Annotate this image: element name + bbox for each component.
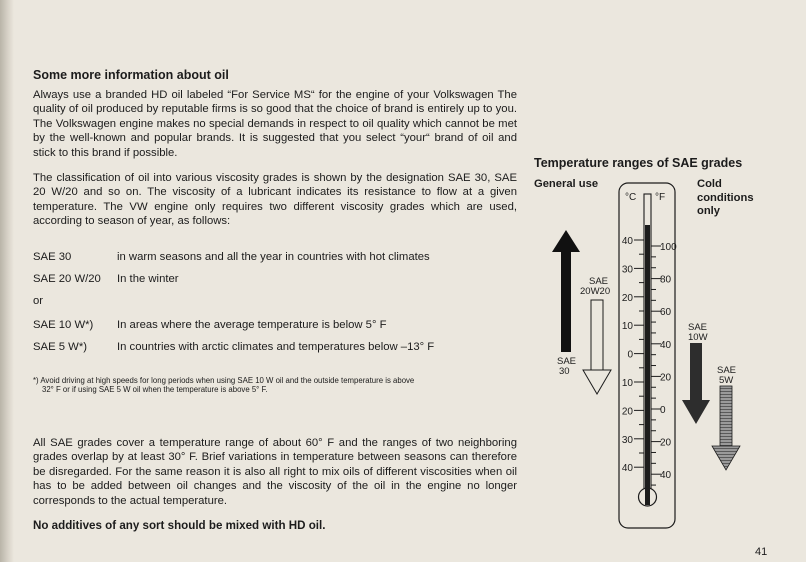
fahrenheit-tick-label: 0 [660, 405, 666, 416]
celsius-tick-label: 40 [621, 236, 633, 247]
paragraph-viscosity-grades: The classification of oil into various viscosity grades is shown by the designation SAE 30, SAE 20 W/20 and so on. The viscosity of a lubricant indicates its resistance to flow at a given temperature. The VW engine only requires two different viscosity grades which are used, according to season of year, as follows: [33, 172, 517, 228]
sae20w20-label: 20W20 [580, 286, 611, 297]
sae5w-label: 5W [719, 375, 734, 386]
paragraph-grade-ranges: All SAE grades cover a temperature range of about 60° F and the ranges of two neighboring grades overlap by at least 30° F. Brief variations in temperature between seasons can therefore be disregarded. For the same reason it is also all right to mix oils of different viscosities when oil has to be added between oil changes and the viscosity of the oil in the engine no longer corresponds to the actual temperature. [33, 437, 517, 507]
celsius-tick-label: 0 [627, 349, 633, 361]
celsius-tick-label: 20 [621, 406, 633, 418]
celsius-tick-label: 10 [621, 378, 633, 389]
grade-description: in warm seasons and all the year in countries with hot climates [117, 251, 430, 263]
fahrenheit-scale [651, 242, 677, 485]
cold-conditions-label: Cold conditions only [697, 178, 754, 217]
grade-name: SAE 10 W*) [33, 319, 94, 331]
sae30-arrow-head [552, 230, 580, 252]
fahrenheit-tick-label: 40 [660, 339, 672, 351]
fahrenheit-tick-label: 60 [660, 307, 672, 319]
sae20w20-arrow-head [583, 370, 611, 394]
paragraph-branded-oil: Always use a branded HD oil labeled “For Service MS“ for the engine of your Volkswagen The quality of oil produced by reputable firms is so good that the choice of brand is entirely up to you. The Volkswagen engine makes no special demands in respect to oil quality which cannot be met by the well-known and popular brands. It is suggested that you select “your“ brand of oil and stick to this brand if possible. [33, 89, 517, 159]
general-use-label: General use [534, 178, 599, 190]
celsius-tick-label: 10 [621, 321, 633, 333]
sae30-arrow-shaft [561, 250, 571, 352]
sae5w-arrow-head [712, 446, 740, 470]
celsius-unit: °C [625, 192, 637, 203]
figure-title: Temperature ranges of SAE grades [534, 156, 743, 170]
sae30-label: 30 [559, 366, 570, 377]
page-number: 41 [755, 546, 768, 558]
grade-description: In countries with arctic climates and temperatures below –13° F [117, 341, 435, 353]
fahrenheit-tick-label: 100 [660, 242, 677, 253]
or-separator: or [33, 295, 44, 307]
sae10w-arrow-shaft [690, 343, 702, 401]
fahrenheit-tick-label: 20 [660, 372, 672, 384]
fahrenheit-tick-label: 80 [660, 274, 672, 286]
thermometer-column [645, 225, 650, 505]
celsius-tick-label: 40 [621, 463, 633, 475]
sae10w-arrow-head [682, 400, 710, 424]
celsius-tick-label: 30 [621, 434, 633, 446]
footnote-line: 32° F or if using SAE 5 W oil when the temperature is above 5° F. [42, 385, 268, 395]
sae10w-label: 10W [688, 332, 708, 343]
footnote-line: *) Avoid driving at high speeds for long periods when using SAE 10 W oil and the outside temperature is above [33, 376, 415, 385]
grade-name: SAE 5 W*) [33, 341, 87, 353]
sae5w-arrow-shaft [720, 386, 732, 446]
celsius-tick-label: 20 [621, 292, 633, 304]
celsius-tick-label: 30 [621, 264, 633, 276]
sae30-label: SAE [557, 356, 577, 367]
fahrenheit-tick-label: 40 [660, 470, 672, 482]
grade-name: SAE 30 [33, 251, 72, 263]
fahrenheit-tick-label: 20 [660, 437, 672, 449]
fahrenheit-unit: °F [655, 192, 666, 203]
grade-description: In areas where the average temperature is below 5° F [117, 319, 387, 331]
grade-description: In the winter [117, 273, 179, 285]
sae10w-label: SAE [688, 322, 708, 333]
grade-name: SAE 20 W/20 [33, 273, 101, 285]
sae5w-label: SAE [717, 365, 737, 376]
celsius-scale [622, 236, 644, 474]
sae20w20-arrow-shaft [591, 300, 603, 370]
section-heading: Some more information about oil [33, 68, 229, 82]
additives-warning: No additives of any sort should be mixed with HD oil. [33, 519, 326, 532]
sae20w20-label: SAE [589, 276, 609, 287]
